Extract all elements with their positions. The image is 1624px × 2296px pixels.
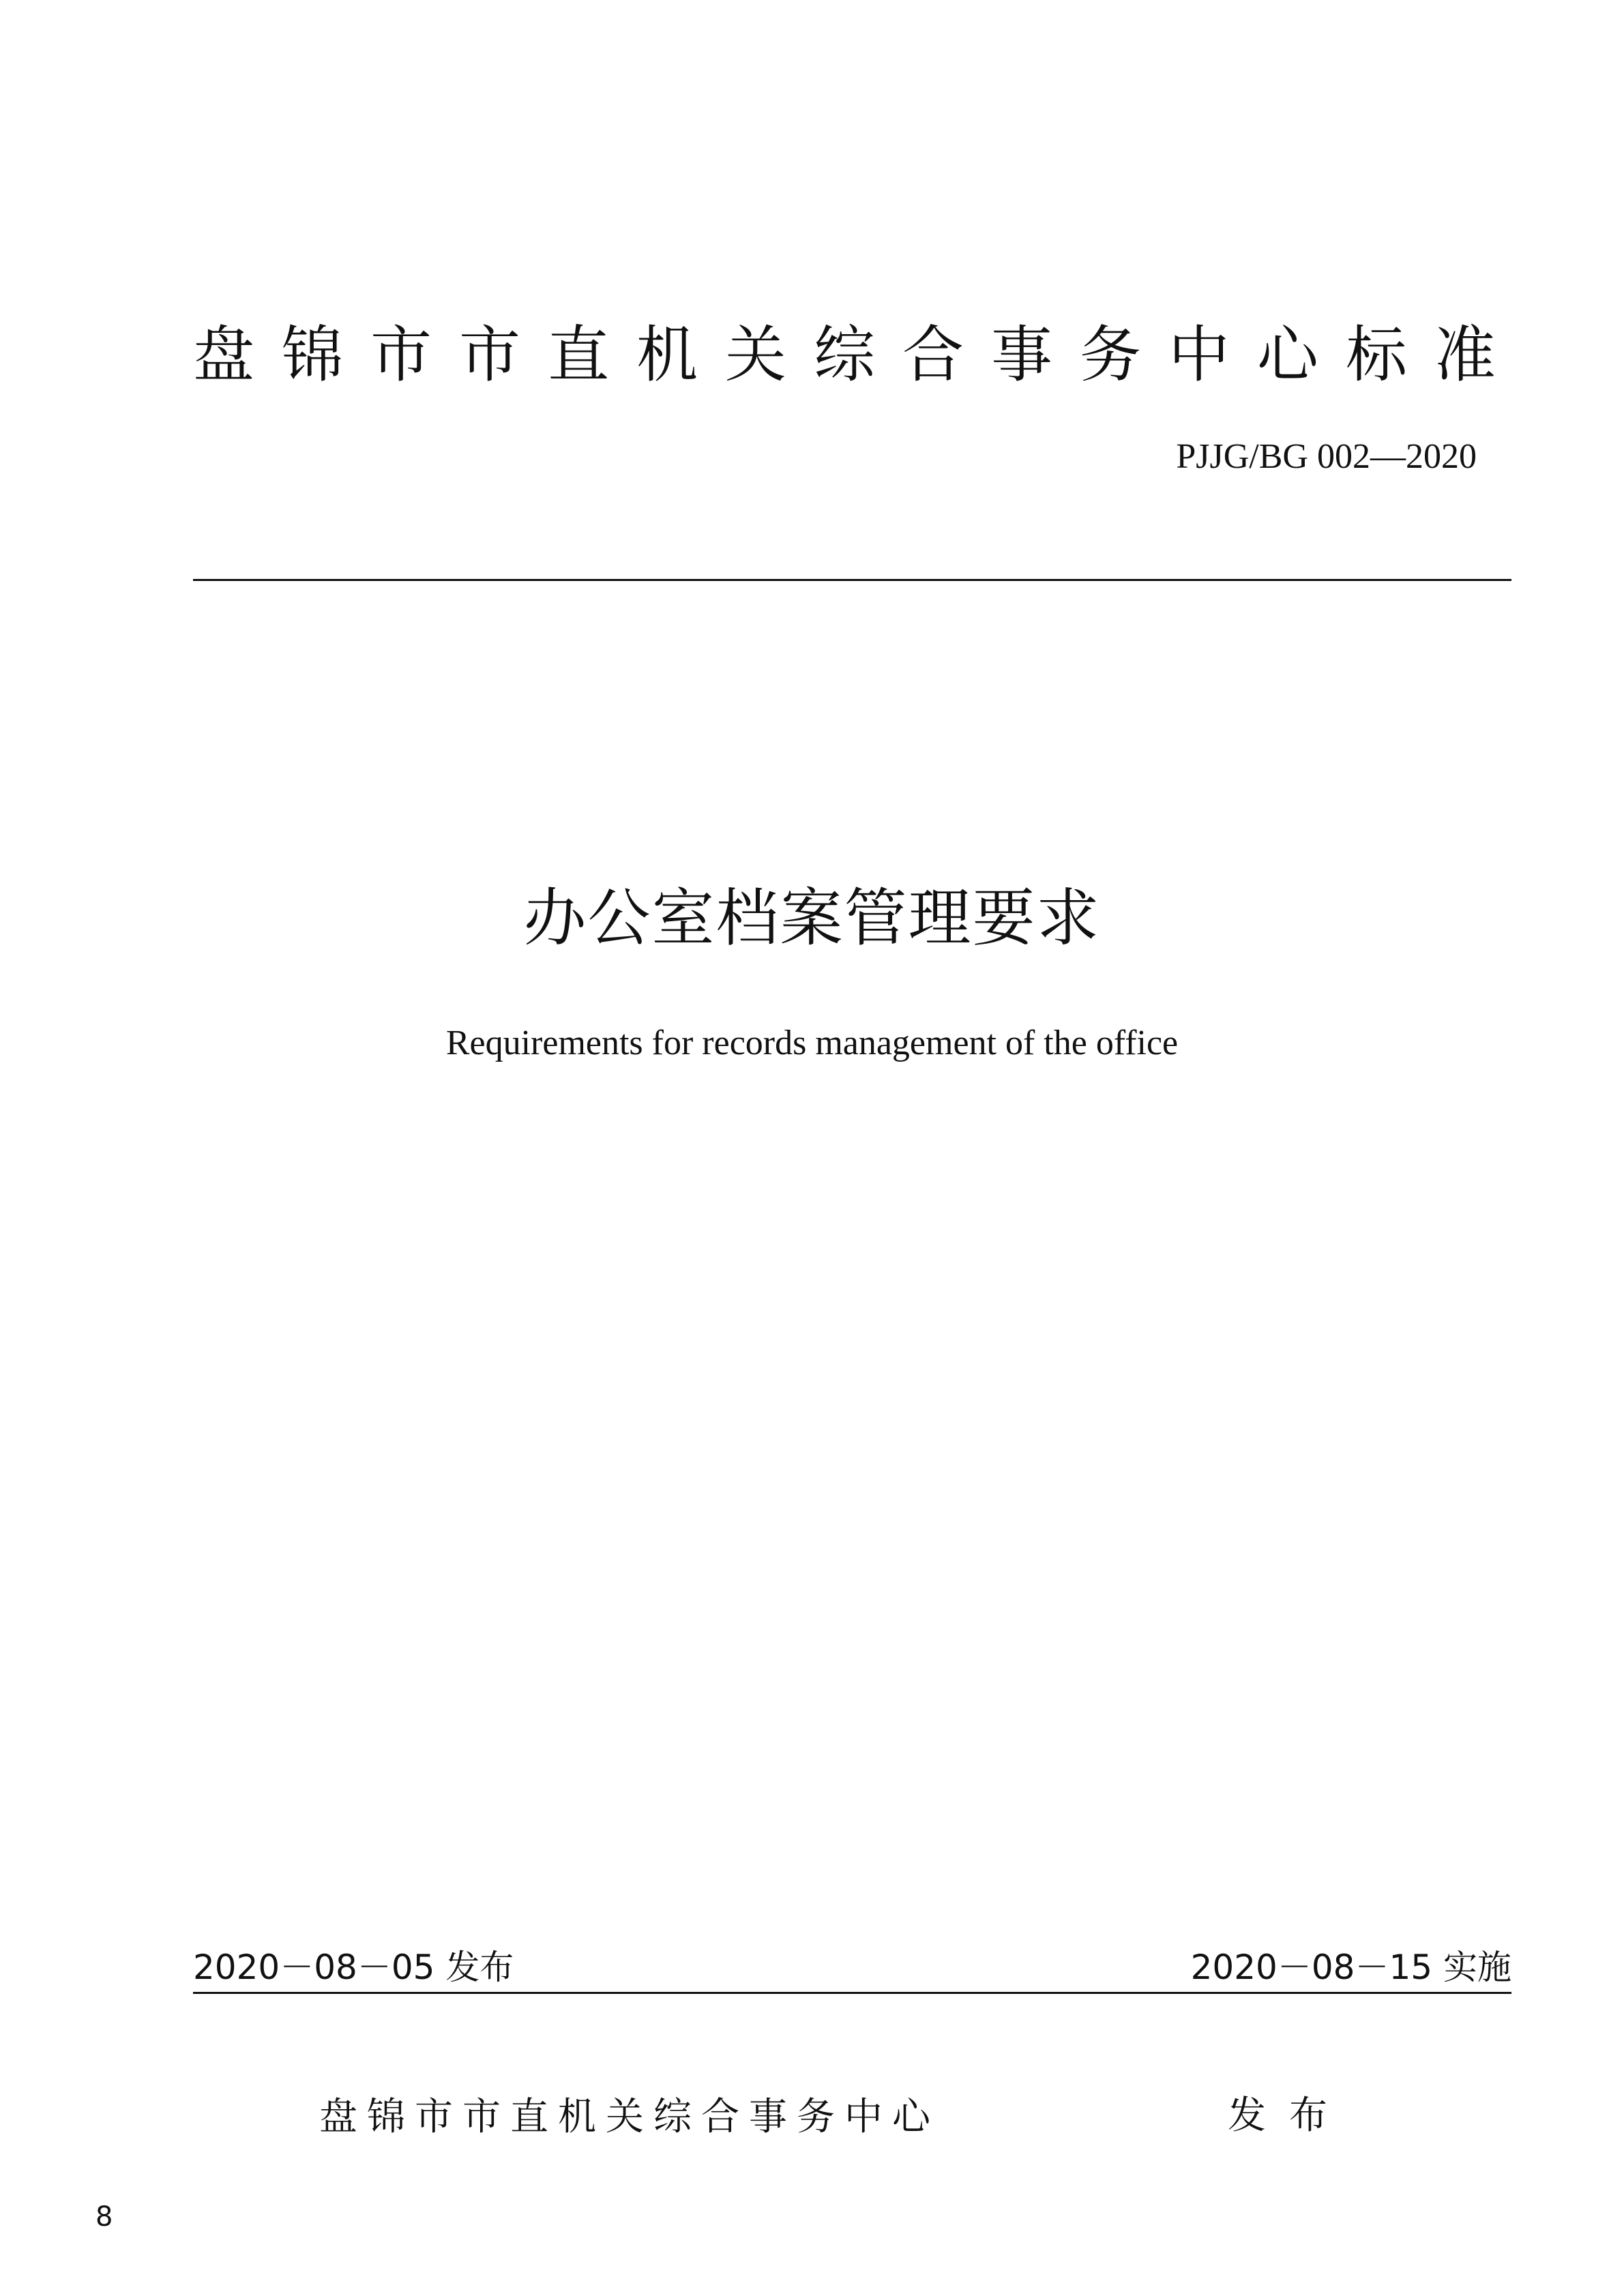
issue-date: 2020－08－05 发布 [193, 1948, 514, 1987]
page-number: 8 [95, 2201, 113, 2233]
document-subtitle: Requirements for records management of the office [445, 1024, 1179, 1062]
bottom-divider [193, 1992, 1511, 1994]
standard-title: 盘锦市市直机关综合事务中心标准 [193, 319, 1523, 391]
document-title: 办公室档案管理要求 [523, 882, 1101, 955]
top-divider [193, 579, 1511, 581]
effective-date: 2020－08－15 实施 [1190, 1948, 1511, 1987]
publisher-name: 盘锦市市直机关综合事务中心 [319, 2095, 940, 2139]
standard-code: PJJG/BG 002—2020 [1176, 437, 1477, 476]
publish-label: 发布 [1228, 2093, 1350, 2138]
